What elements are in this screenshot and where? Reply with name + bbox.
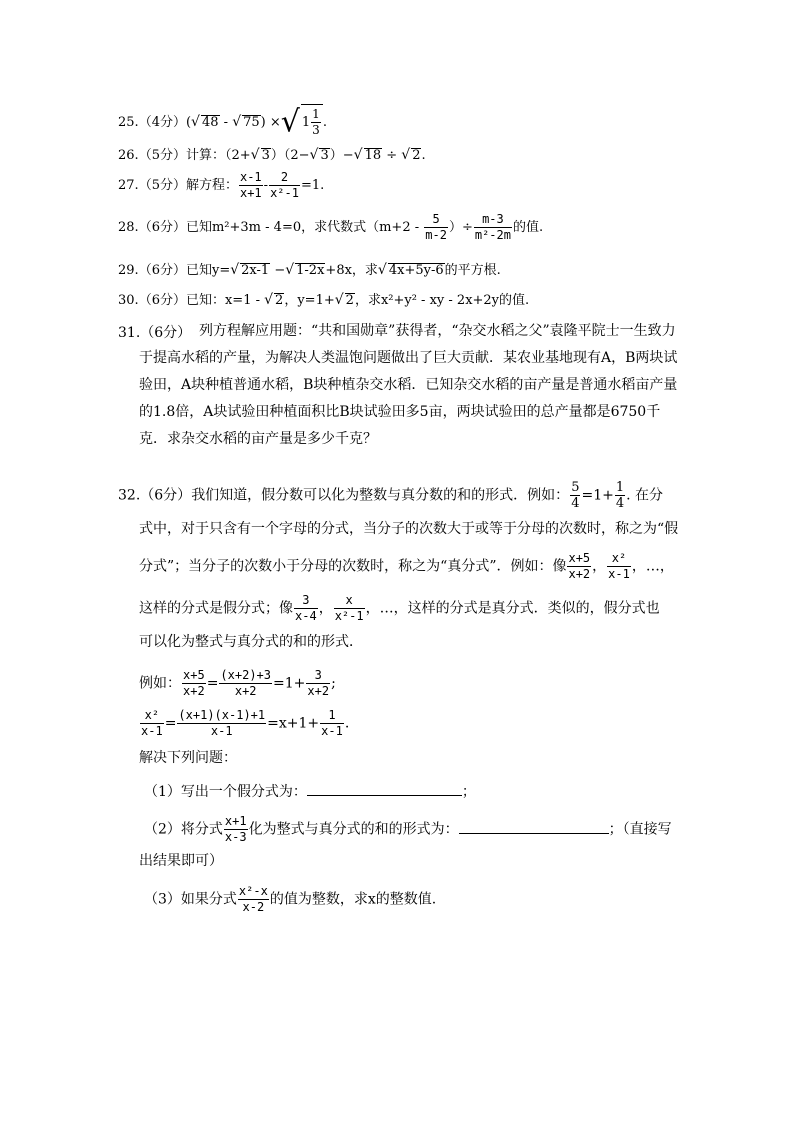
question-25: 25.（4分）(√ 48 - √ 75) ×√ 1 $\frac{1}{3}$ . xyxy=(118,104,327,140)
q29-mid: − xyxy=(270,263,286,278)
q26-part: ）（2− xyxy=(270,148,310,163)
q29-radicand: 2x-1 xyxy=(241,263,270,278)
q27-rhs: =1. xyxy=(300,178,325,193)
sqrt-icon: √ xyxy=(264,292,274,308)
q32-example-fraction: $\frac{5}{4}$ xyxy=(571,480,580,511)
q32-text: 的值为整数，求x的整数值. xyxy=(269,891,437,908)
q26-radicand: 3 xyxy=(320,148,329,163)
q29-mid: +8x，求 xyxy=(325,263,378,278)
q28-equation: m²+3m - 4=0，求代数式（m+2 - xyxy=(211,220,424,235)
q32-text: 化为整式与真分式的和的形式为： xyxy=(248,821,459,838)
q25-end: . xyxy=(322,115,327,130)
question-32-line-4: 这样的分式是假分式；像 $\frac{3}{x-4}$ ， $\frac{x}{\text{x²-1}}$ ，…，这样的分式是真分式．类似的，假分式也 xyxy=(139,593,660,623)
sqrt-icon: √ xyxy=(353,147,363,163)
sqrt-icon: √ xyxy=(250,147,260,163)
q26-prefix: 计算： xyxy=(185,148,225,163)
q28-end: 的值. xyxy=(512,220,544,235)
q32-text: . 在分 xyxy=(626,487,664,504)
q32-score: （6分） xyxy=(140,487,192,504)
q30-number: 30. xyxy=(118,293,139,308)
question-32-line-1 xyxy=(118,480,663,511)
question-31-text xyxy=(139,318,687,453)
question-32-line-5 xyxy=(139,634,363,650)
q32-text: ； xyxy=(461,784,476,800)
q32-text: ；（直接写 xyxy=(608,821,672,838)
question-32-part-2 xyxy=(144,814,672,845)
q31-body: 列方程解应用题：“共和国勋章”获得者，“杂交水稻之父”袁隆平院士一生致力于提高水稻的产量，为解决人类温饱问题做出了巨大贡献．某农业基地现有A，B两块试验田，A块种植普通水稻，B块种植杂交水稻．已知杂交水稻的亩产量是普通水稻亩产量的1.8倍，A块试验田种植面积比B块试验田多5亩，两块试验田的总产量都是6750千克．求杂交水稻的亩产量是多少千克？ xyxy=(139,323,678,447)
q32-text: （3）如果分式 xyxy=(144,891,237,908)
question-32-line-3: 分式”；当分子的次数小于分母的次数时，称之为“真分式”．例如：像 $\frac{x+5}{x+2}$ ， $\frac{\text{x²}}{x-1}$ ，…， xyxy=(139,551,674,581)
q28-fraction-2: $\frac{m-3}{\text{m²-2m}}$ xyxy=(474,212,511,242)
question-32-part-1 xyxy=(144,781,476,800)
q32-text: =x+1+ xyxy=(267,715,320,732)
q32-fraction: $\frac{x+1}{x-3}$ xyxy=(224,814,247,844)
q32-fraction: $\frac{1}{x-1}$ xyxy=(321,708,343,738)
q30-pre: 已知：x=1 - xyxy=(185,293,265,308)
answer-blank-1[interactable] xyxy=(307,781,462,796)
q32-fraction: $\frac{x+5}{x+2}$ xyxy=(183,668,205,698)
q32-fraction: $\frac{3}{x-4}$ xyxy=(295,593,317,623)
q29-score: （6分） xyxy=(138,263,186,278)
q32-text: 例如： xyxy=(139,675,181,692)
q26-part: （2+ xyxy=(224,148,251,163)
q32-text: =1+ xyxy=(273,675,306,692)
question-32-example-1: 例如： $\frac{x+5}{x+2}$ = $\frac{(x+2)+3}{x+2}$ =1+ $\frac{3}{x+2}$ ; xyxy=(139,668,336,698)
q29-end: 的平方根. xyxy=(444,263,501,278)
q32-text: 解决下列问题： xyxy=(139,750,237,766)
q32-fraction: $\frac{\text{x²}}{x-1}$ xyxy=(608,551,630,581)
q26-radicand: 2 xyxy=(412,148,421,163)
q26-divide: ÷ xyxy=(382,148,402,163)
q32-text: 这样的分式是假分式；像 xyxy=(139,600,293,617)
sqrt-icon: √ xyxy=(334,292,344,308)
q32-text: （1）写出一个假分式为： xyxy=(144,784,307,800)
q25-score: （4分） xyxy=(138,115,186,130)
q30-radicand: 2 xyxy=(275,293,284,308)
q25-radicand-b: 75 xyxy=(243,115,260,130)
q32-fraction: $\frac{\text{x²}}{x-1}$ xyxy=(141,708,163,738)
big-sqrt-icon: √ xyxy=(280,104,300,140)
q32-text: ，…，这样的分式是真分式．类似的，假分式也 xyxy=(365,600,660,617)
question-26 xyxy=(118,147,426,164)
q30-score: （6分） xyxy=(138,293,186,308)
q32-text: 分式”；当分子的次数小于分母的次数时，称之为“真分式”．例如：像 xyxy=(139,558,567,575)
q26-radicand: 3 xyxy=(261,148,270,163)
question-28 xyxy=(118,212,543,243)
q27-minus: - xyxy=(263,178,269,193)
q29-number: 29. xyxy=(118,263,139,278)
question-32-example-2: $\frac{\text{x²}}{x-1}$ = $\frac{(x+1)(x-1)+1}{x-1}$ =x+1+ $\frac{1}{x-1}$ . xyxy=(141,708,350,738)
sqrt-icon: √ xyxy=(309,147,319,163)
q32-fraction: $\frac{x+5}{x+2}$ xyxy=(568,551,591,581)
q32-number: 32. xyxy=(118,487,141,504)
q30-mid: ，y=1+ xyxy=(284,293,335,308)
question-32-solve xyxy=(139,750,237,766)
q32-fraction: $\frac{x}{\text{x²-1}}$ xyxy=(334,593,364,623)
q32-text: （2）将分式 xyxy=(144,821,223,838)
question-27 xyxy=(118,170,324,201)
sqrt-icon: √ xyxy=(401,147,411,163)
q32-fraction: $\frac{3}{x+2}$ xyxy=(307,668,330,698)
q29-pre: 已知y= xyxy=(185,263,231,278)
q26-number: 26. xyxy=(118,148,139,163)
sqrt-icon: √ xyxy=(377,262,387,278)
q28-mid: ）÷ xyxy=(448,220,473,235)
question-29 xyxy=(118,262,501,279)
q32-text: ，…， xyxy=(631,558,674,575)
question-32-part-2-cont xyxy=(139,853,223,869)
q28-pre: 已知 xyxy=(185,220,212,235)
q27-number: 27. xyxy=(118,178,139,193)
q32-text: ; xyxy=(331,675,336,692)
q32-fraction: $\frac{(x+2)+3}{x+2}$ xyxy=(220,668,271,698)
q32-text: 可以化为整式与真分式的和的形式． xyxy=(139,634,363,650)
q26-end: . xyxy=(421,148,426,163)
question-30 xyxy=(118,292,529,309)
question-32-line-2 xyxy=(139,521,678,537)
q28-score: （6分） xyxy=(138,220,186,235)
q25-mixed-number: 1 $\frac{1}{3}$ xyxy=(301,104,323,138)
q26-score: （5分） xyxy=(138,148,186,163)
q32-fraction: $\frac{(x+1)(x-1)+1}{x-1}$ xyxy=(178,708,266,738)
q26-radicand: 18 xyxy=(364,148,382,163)
q32-text: 出结果即可） xyxy=(139,853,223,869)
q27-fraction-1: $\frac{x-1}{x+1}$ xyxy=(239,170,262,200)
question-32-part-3 xyxy=(144,884,436,915)
q26-part: ）− xyxy=(329,148,354,163)
q29-radicand: 4x+5y-6 xyxy=(388,263,444,278)
sqrt-icon: √ xyxy=(191,114,200,130)
q32-text: 我们知道，假分数可以化为整数与真分数的和的形式．例如： xyxy=(191,487,570,504)
sqrt-icon: √ xyxy=(232,114,242,130)
q27-prefix: 解方程： xyxy=(185,178,238,193)
q32-text: . xyxy=(344,715,350,732)
q25-radicand-a: 48 xyxy=(201,115,219,130)
q28-fraction-1: $\frac{5}{m-2}$ xyxy=(425,212,447,242)
answer-blank-2[interactable] xyxy=(459,819,609,834)
q32-example-fraction: $\frac{1}{4}$ xyxy=(615,480,625,511)
q31-number: 31. xyxy=(118,325,141,341)
sqrt-icon: √ xyxy=(230,262,240,278)
q27-fraction-2: $\frac{2}{\text{x²-1}}$ xyxy=(270,170,299,200)
q30-end: ，求x²+y² - xy - 2x+2y的值. xyxy=(354,293,530,308)
q30-radicand: 2 xyxy=(345,293,354,308)
q27-score: （5分） xyxy=(138,178,186,193)
sqrt-icon: √ xyxy=(285,262,295,278)
q28-number: 28. xyxy=(118,220,139,235)
q25-number: 25. xyxy=(118,115,139,130)
q32-fraction: $\frac{\text{x²-x}}{x-2}$ xyxy=(238,884,268,914)
q32-text: =1+ xyxy=(581,487,614,504)
q31-score: （6分） xyxy=(140,325,192,341)
q29-radicand: 1-2x xyxy=(296,263,325,278)
q32-text: 式中，对于只含有一个字母的分式，当分子的次数大于或等于分母的次数时，称之为“假 xyxy=(139,521,679,537)
